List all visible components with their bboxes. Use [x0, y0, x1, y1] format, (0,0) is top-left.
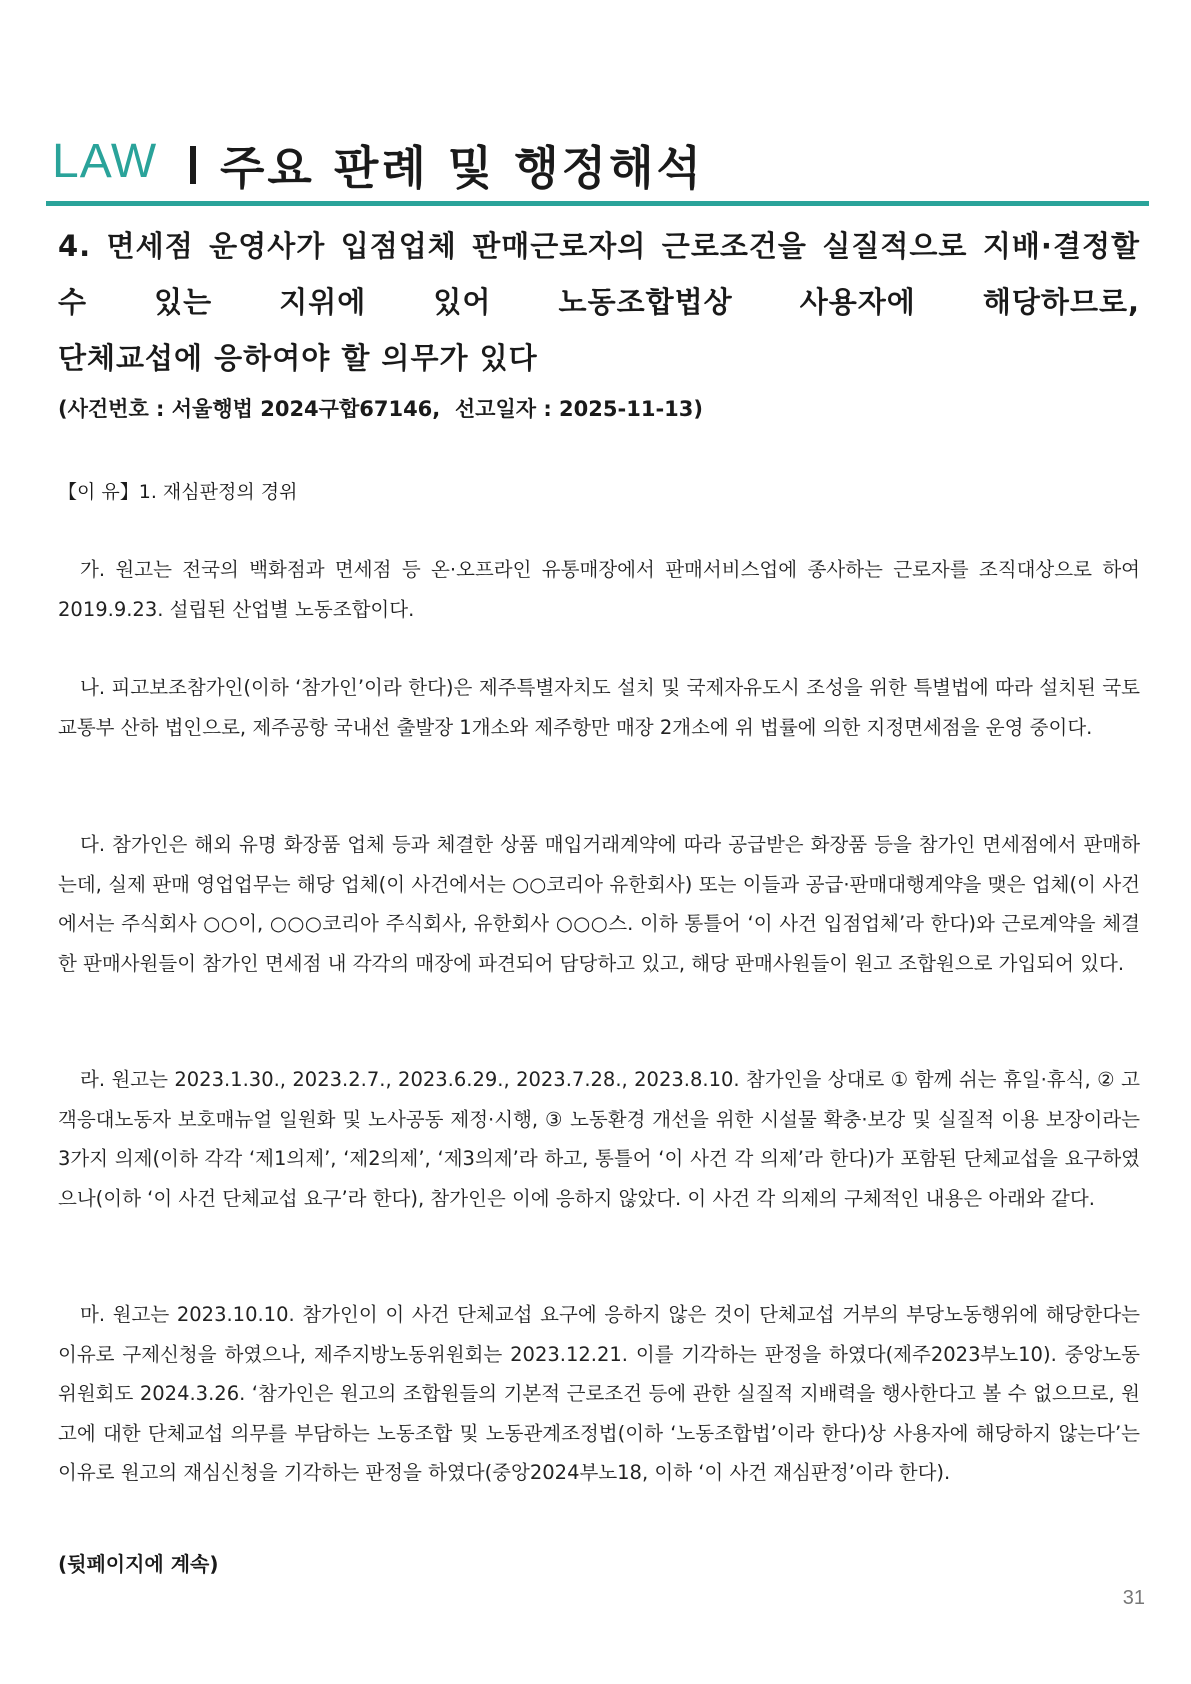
case-meta: (사건번호 : 서울행법 2024구합67146, 선고일자 : 2025-11-13) — [58, 397, 703, 421]
page-title: 주요 판례 및 행정해석 — [220, 141, 704, 195]
section-heading: 【이 유】1. 재심판정의 경위 — [58, 481, 298, 503]
paragraph-ma: 마. 원고는 2023.10.10. 참가인이 이 사건 단체교섭 요구에 응하지 않은 것이 단체교섭 거부의 부당노동행위에 해당한다는 이유로 구제신청을 하였으나, 제주지방노동위원회는 2023.12.21. 이를 기각하는 판정을 하였다(제주2023부노10). 중앙노동위원회도 2024.3.26. ‘참가인은 원고의 조합원들의 기본적 근로조건 등에 관한 실질적 지배력을 행사한다고 볼 수 없으므로, 원고에 대한 단체교섭 의무를 부담하는 노동조합 및 노동관계조정법(이하 ‘노동조합법’이라 한다)상 사용자에 해당하지 않는다’는 이유로 원고의 재심신청을 기각하는 판정을 하였다(중앙2024부노18, 이하 ‘이 사건 재심판정’이라 한다). — [58, 1303, 1140, 1484]
paragraph-da: 다. 참가인은 해외 유명 화장품 업체 등과 체결한 상품 매입거래계약에 따라 공급받은 화장품 등을 참가인 면세점에서 판매하는데, 실제 판매 영업업무는 해당 업체(이 사건에서는 ○○코리아 유한회사) 또는 이들과 공급·판매대행계약을 맺은 업체(이 사건에서는 주식회사 ○○이, ○○○코리아 주식회사, 유한회사 ○○○스. 이하 통틀어 ‘이 사건 입점업체’라 한다)와 근로계약을 체결한 판매사원들이 참가인 면세점 내 각각의 매장에 파견되어 담당하고 있고, 해당 판매사원들이 원고 조합원으로 가입되어 있다. — [58, 833, 1140, 975]
case-title — [58, 218, 1140, 386]
page-header — [52, 130, 1142, 200]
page-number: 31 — [1122, 1587, 1145, 1609]
section-tag: LAW — [52, 135, 158, 188]
continue-note: (뒷페이지에 계속) — [58, 1552, 219, 1576]
case-title-line: 단체교섭에 응하여야 할 의무가 있다 — [58, 341, 538, 375]
case-title-line: 4. 면세점 운영사가 입점업체 판매근로자의 근로조건을 실질적으로 — [58, 229, 968, 263]
case-title-line: 지배·결정할 수 있는 지위에 있어 노동조합법상 사용자에 해당하므로, — [58, 229, 1140, 319]
header-rule — [46, 201, 1149, 206]
paragraph-ra: 라. 원고는 2023.1.30., 2023.2.7., 2023.6.29., 2023.7.28., 2023.8.10. 참가인을 상대로 ① 함께 쉬는 휴일·휴식, ② 고객응대노동자 보호매뉴얼 일원화 및 노사공동 제정·시행, ③ 노동환경 개선을 위한 시설물 확충·보강 및 실질적 이용 보장이라는 3가지 의제(이하 각각 ‘제1의제’, ‘제2의제’, ‘제3의제’라 하고, 통틀어 ‘이 사건 각 의제’라 한다)가 포함된 단체교섭을 요구하였으나(이하 ‘이 사건 단체교섭 요구’라 한다), 참가인은 이에 응하지 않았다. 이 사건 각 의제의 구체적인 내용은 아래와 같다. — [58, 1068, 1140, 1210]
header-divider — [190, 146, 196, 184]
paragraph-na: 나. 피고보조참가인(이하 ‘참가인’이라 한다)은 제주특별자치도 설치 및 국제자유도시 조성을 위한 특별법에 따라 설치된 국토교통부 산하 법인으로, 제주공항 국내선 출발장 1개소와 제주항만 매장 2개소에 위 법률에 의한 지정면세점을 운영 중이다. — [58, 676, 1140, 739]
paragraph-ga: 가. 원고는 전국의 백화점과 면세점 등 온·오프라인 유통매장에서 판매서비스업에 종사하는 근로자를 조직대상으로 하여 2019.9.23. 설립된 산업별 노동조합이다. — [58, 558, 1140, 621]
